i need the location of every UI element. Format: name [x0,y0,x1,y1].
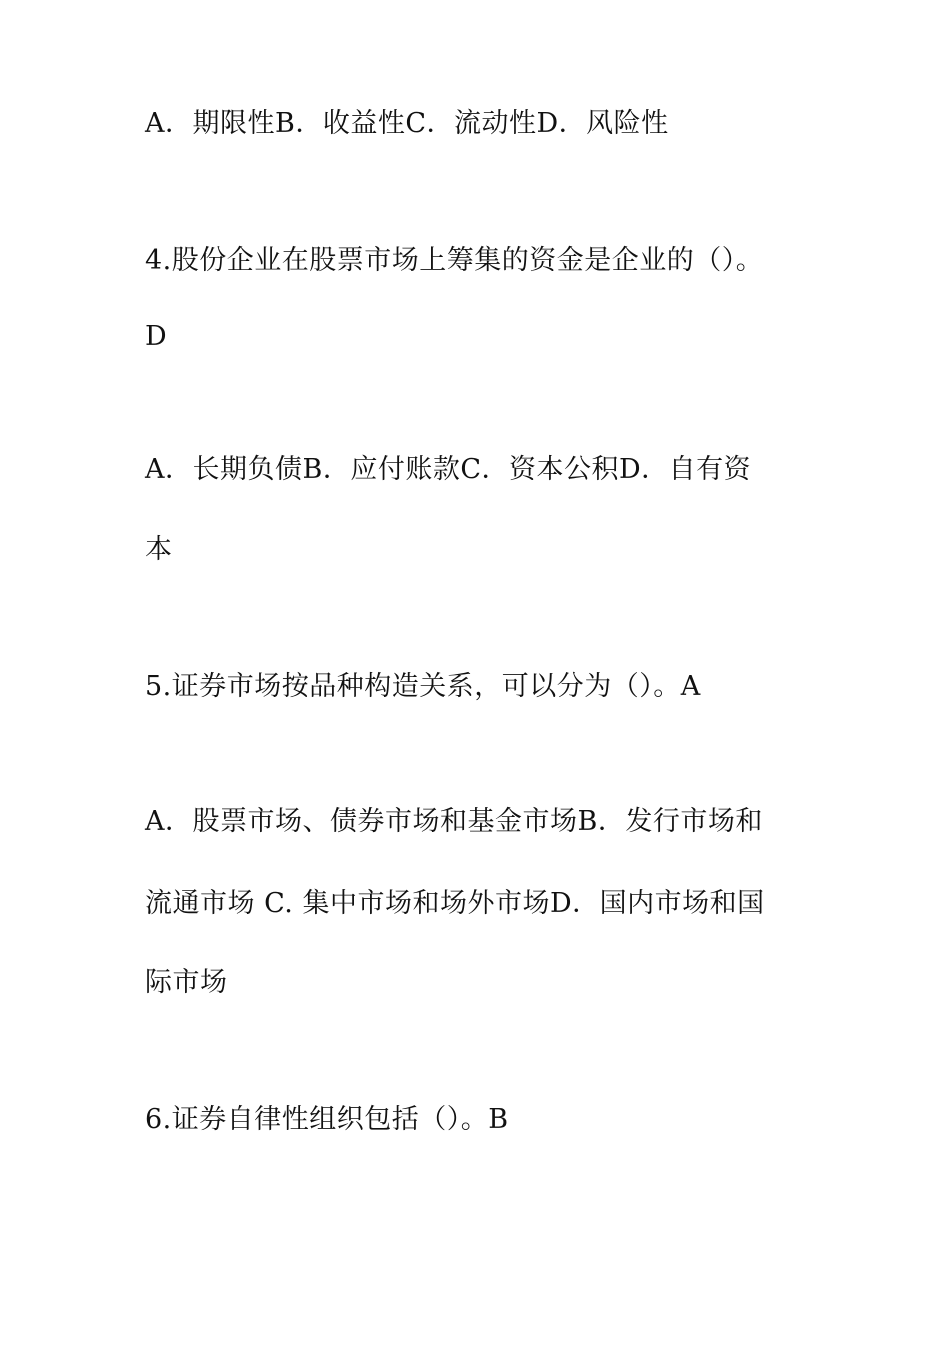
q5-options-line-1: A．股票市场、债券市场和基金市场B．发行市场和 [145,806,763,837]
q4-options-line-1: A．长期负债B．应付账款C．资本公积D．自有资 [145,454,752,485]
q4-question-line: 4.股份企业在股票市场上筹集的资金是企业的（）。 [145,245,764,276]
q6-question-line: 6.证券自律性组织包括（）。B [145,1104,509,1135]
q5-question-line: 5.证券市场按品种构造关系，可以分为（）。A [145,671,701,702]
q5-options-line-3: 际市场 [145,967,228,998]
q5-options-line-2: 流通市场 C. 集中市场和场外市场D．国内市场和国 [145,888,765,919]
q4-answer-line: D [145,321,168,352]
q4-options-line-2: 本 [145,534,173,565]
q3-options-line: A．期限性B．收益性C．流动性D．风险性 [145,108,669,139]
